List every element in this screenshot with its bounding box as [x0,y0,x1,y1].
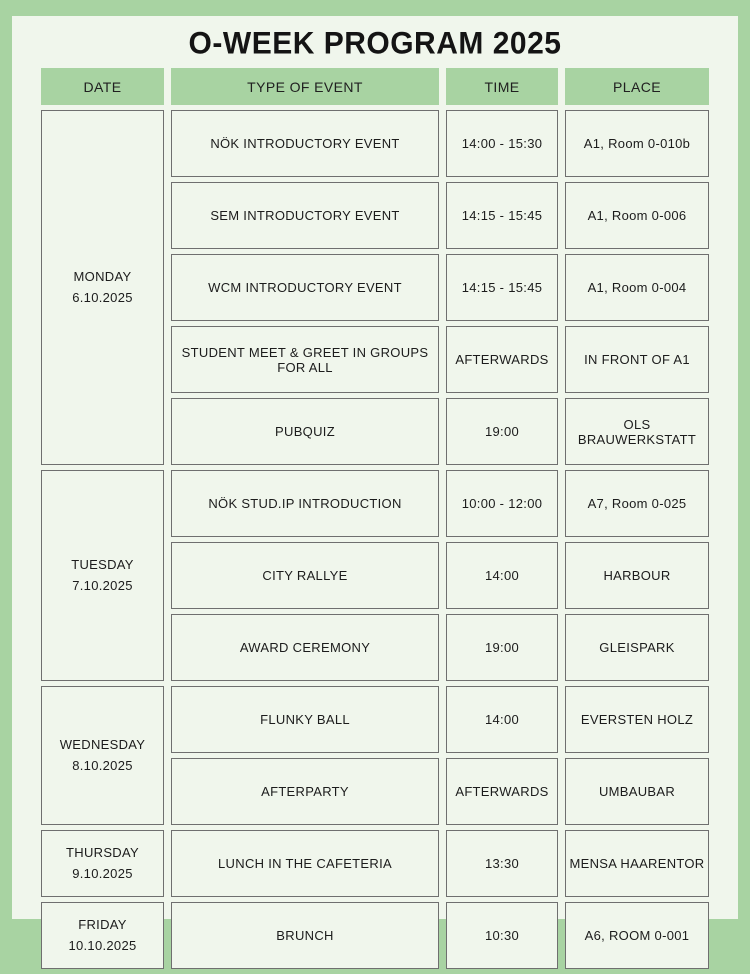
event-name-cell: WCM INTRODUCTORY EVENT [171,254,439,321]
event-name-cell: BRUNCH [171,902,439,969]
event-place-cell: IN FRONT OF A1 [565,326,709,393]
day-label: WEDNESDAY [59,736,146,752]
program-poster [12,16,738,953]
date-cell-thursday [41,830,164,897]
event-time-cell: AFTERWARDS [446,758,558,825]
day-label: MONDAY [73,268,132,284]
event-name-cell: LUNCH IN THE CAFETERIA [171,830,439,897]
event-time-cell: AFTERWARDS [446,326,558,393]
event-place-cell: MENSA HAARENTOR [565,830,709,897]
date-cell-wednesday [41,686,164,825]
event-name-cell: NÖK INTRODUCTORY EVENT [171,110,439,177]
header-time: TIME [446,68,558,105]
header-type-of-event: TYPE OF EVENT [171,68,439,105]
day-label: THURSDAY [66,844,139,860]
date-label: 9.10.2025 [72,865,133,881]
program-table [34,63,716,974]
event-time-cell: 10:30 [446,902,558,969]
page-title: O-WEEK PROGRAM 2025 [188,25,562,61]
event-name-cell: NÖK STUD.IP INTRODUCTION [171,470,439,537]
event-name-cell: SEM INTRODUCTORY EVENT [171,182,439,249]
event-place-cell: A6, ROOM 0-001 [565,902,709,969]
event-row [41,686,709,753]
event-name-cell: STUDENT MEET & GREET IN GROUPS FOR ALL [171,326,439,393]
event-time-cell: 10:00 - 12:00 [446,470,558,537]
event-place-cell: A1, Room 0-004 [565,254,709,321]
event-row [41,902,709,969]
date-label: 8.10.2025 [72,757,133,773]
header-row [41,68,709,105]
day-label: TUESDAY [71,556,134,572]
event-time-cell: 14:00 [446,686,558,753]
event-place-cell: UMBAUBAR [565,758,709,825]
event-time-cell: 13:30 [446,830,558,897]
event-place-cell: A1, Room 0-006 [565,182,709,249]
event-place-cell: A1, Room 0-010b [565,110,709,177]
date-label: 7.10.2025 [72,577,133,593]
event-name-cell: FLUNKY BALL [171,686,439,753]
event-name-cell: CITY RALLYE [171,542,439,609]
event-place-cell: OLS BRAUWERKSTATT [565,398,709,465]
event-row [41,110,709,177]
event-time-cell: 14:15 - 15:45 [446,182,558,249]
event-row [41,470,709,537]
event-time-cell: 14:00 - 15:30 [446,110,558,177]
event-place-cell: HARBOUR [565,542,709,609]
date-label: 10.10.2025 [68,937,137,953]
event-place-cell: GLEISPARK [565,614,709,681]
event-name-cell: AFTERPARTY [171,758,439,825]
event-place-cell: EVERSTEN HOLZ [565,686,709,753]
event-name-cell: AWARD CEREMONY [171,614,439,681]
date-cell-monday [41,110,164,465]
event-time-cell: 19:00 [446,398,558,465]
event-name-cell: PUBQUIZ [171,398,439,465]
event-row [41,830,709,897]
header-place: PLACE [565,68,709,105]
day-label: FRIDAY [78,916,127,932]
header-date: DATE [41,68,164,105]
event-time-cell: 14:00 [446,542,558,609]
event-time-cell: 14:15 - 15:45 [446,254,558,321]
date-label: 6.10.2025 [72,289,133,305]
event-place-cell: A7, Room 0-025 [565,470,709,537]
date-cell-tuesday [41,470,164,681]
event-time-cell: 19:00 [446,614,558,681]
date-cell-friday [41,902,164,969]
